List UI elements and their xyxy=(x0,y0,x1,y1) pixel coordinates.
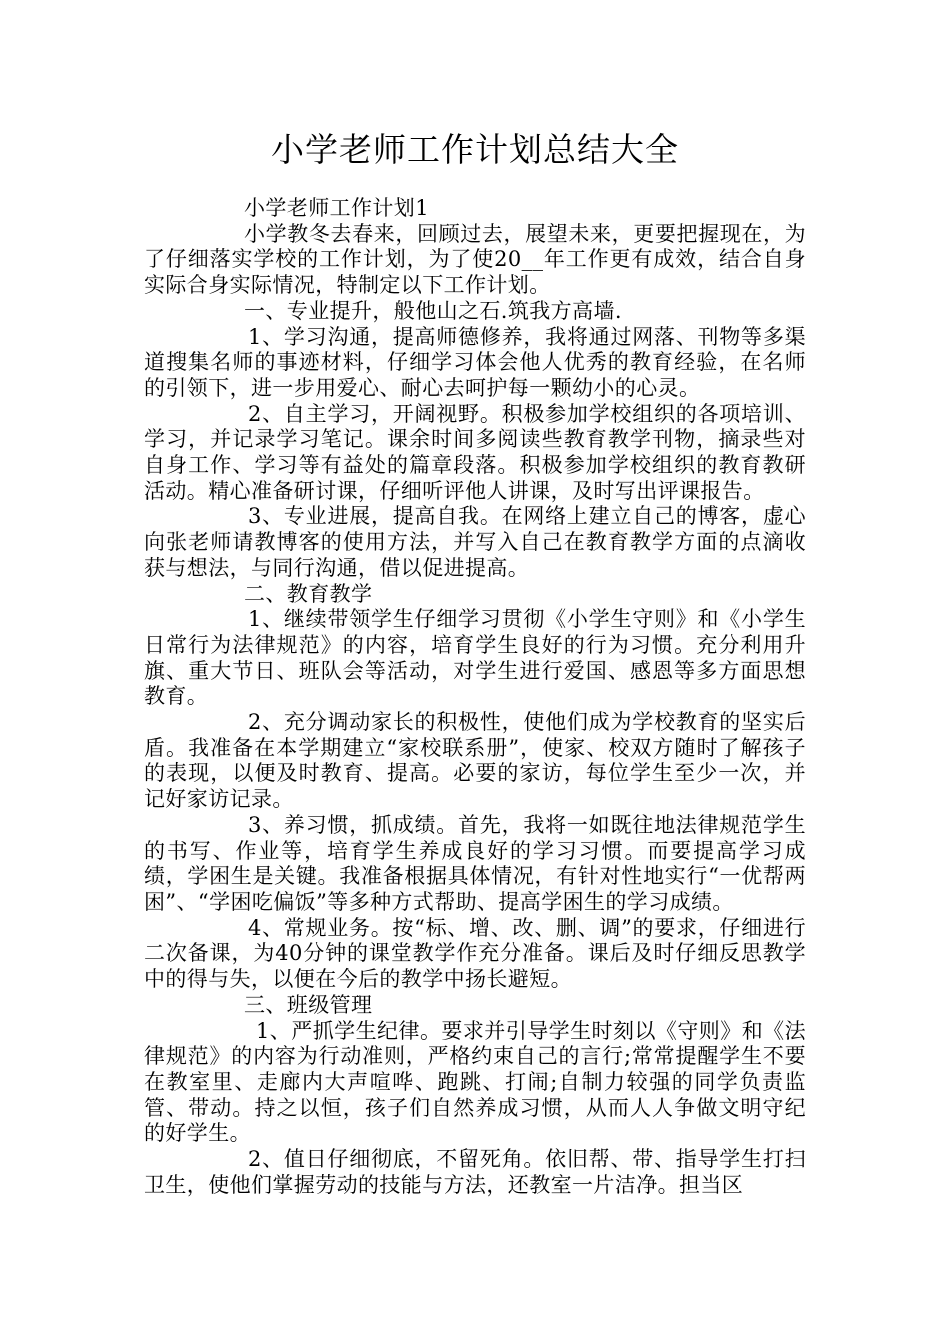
paragraph-item: 3、养习惯，抓成绩。首先，我将一如既往地法律规范学生的书写、作业等，培育学生养成良好的学习习惯。而要提高学习成绩，学困生是关键。我准备根据具体情况，有针对性地实行“一优帮两困”、“学困吃偏饭”等多种方式帮助、提高学困生的学习成绩。 xyxy=(144,812,806,914)
paragraph-item: 2、自主学习，开阔视野。积极参加学校组织的各项培训、学习，并记录学习笔记。课余时间多阅读些教育教学刊物，摘录些对自身工作、学习等有益处的篇章段落。积极参加学校组织的教育教研活动。精心准备研讨课，仔细听评他人讲课，及时写出评课报告。 xyxy=(144,401,806,503)
paragraph-item: 2、值日仔细彻底，不留死角。依旧帮、带、指导学生打扫卫生，使他们掌握劳动的技能与方法，还教室一片洁净。担当区 xyxy=(144,1147,806,1197)
paragraph-item: 1、严抓学生纪律。要求并引导学生时刻以《守则》和《法律规范》的内容为行动准则，严格约束自己的言行;常常提醒学生不要在教室里、走廊内大声喧哗、跑跳、打闹;自制力较强的同学负责监管、带动。持之以恒，孩子们自然养成习惯，从而人人争做文明守纪的好学生。 xyxy=(144,1018,806,1146)
document-body xyxy=(144,196,806,1198)
paragraph-item: 1、学习沟通，提高师德修养，我将通过网落、刊物等多渠道搜集名师的事迹材料，仔细学习体会他人优秀的教育经验，在名师的引领下，进一步用爱心、耐心去呵护每一颗幼小的心灵。 xyxy=(144,324,806,400)
document-title: 小学老师工作计划总结大全 xyxy=(271,130,679,169)
section-heading-class-management: 三、班级管理 xyxy=(244,992,373,1017)
section-heading-plan-1: 小学老师工作计划1 xyxy=(244,196,429,220)
section-heading-teaching: 二、教育教学 xyxy=(244,581,373,606)
paragraph-item: 4、常规业务。按“标、增、改、删、调”的要求，仔细进行二次备课，为40分钟的课堂教学作充分准备。课后及时仔细反思教学中的得与失，以便在今后的教学中扬长避短。 xyxy=(144,915,806,992)
paragraph-item: 2、充分调动家长的积极性，使他们成为学校教育的坚实后盾。我准备在本学期建立“家校联系册”，使家、校双方随时了解孩子的表现，以便及时教育、提高。必要的家访，每位学生至少一次，并记好家访记录。 xyxy=(144,710,806,812)
section-heading-professional: 一、专业提升，般他山之石.筑我方高墙. xyxy=(244,298,622,323)
paragraph-item: 1、继续带领学生仔细学习贯彻《小学生守则》和《小学生日常行为法律规范》的内容，培育学生良好的行为习惯。充分利用升旗、重大节日、班队会等活动，对学生进行爱国、感恩等多方面思想教育。 xyxy=(144,607,806,709)
paragraph-intro: 小学教冬去春来，回顾过去，展望未来，更要把握现在，为了仔细落实学校的工作计划，为了使20__年工作更有成效，结合自身实际合身实际情况，特制定以下工作计划。 xyxy=(144,221,806,298)
paragraph-item: 3、专业进展，提高自我。在网络上建立自己的博客，虚心向张老师请教博客的使用方法，并写入自己在教育教学方面的点滴收获与想法，与同行沟通，借以促进提高。 xyxy=(144,504,806,580)
